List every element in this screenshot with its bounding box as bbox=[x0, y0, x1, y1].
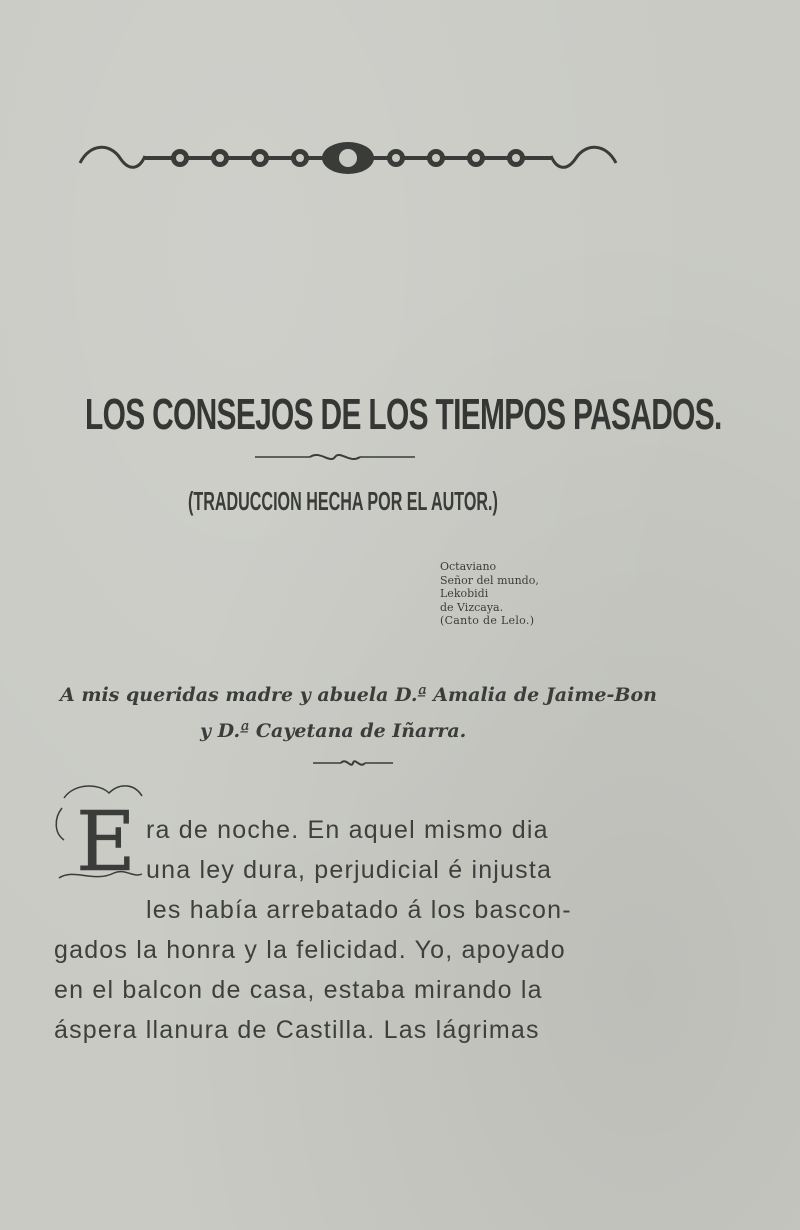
body-line: una ley dura, perjudicial é injusta bbox=[146, 856, 553, 884]
epigraph-line: Señor del mundo, bbox=[440, 573, 539, 587]
ornamental-headpiece bbox=[70, 128, 626, 188]
epigraph-line: de Vizcaya. bbox=[440, 600, 504, 614]
drop-cap-letter: E bbox=[76, 795, 136, 886]
title-divider bbox=[255, 450, 415, 464]
epigraph-source: (Canto de Lelo.) bbox=[440, 614, 535, 627]
epigraph-line: Lekobidi bbox=[440, 587, 489, 600]
body-line: en el balcon de casa, estaba mirando la bbox=[54, 976, 543, 1004]
body-line: les había arrebatado á los bascon- bbox=[146, 896, 572, 924]
body-line: ra de noche. En aquel mismo dia bbox=[146, 816, 549, 844]
chapter-title: LOS CONSEJOS DE LOS TIEMPOS PASADOS. bbox=[85, 390, 722, 439]
subtitle: (TRADUCCION HECHA POR EL AUTOR.) bbox=[188, 486, 498, 516]
dedication-line-2: y D.ª Cayetana de Iñarra. bbox=[200, 720, 467, 742]
body-text bbox=[54, 810, 626, 1050]
section-divider bbox=[313, 757, 393, 769]
epigraph-line: Octaviano bbox=[440, 560, 497, 573]
dedication-line-1: A mis queridas madre y abuela D.ª Amalia de Jaime-Bon bbox=[60, 684, 657, 706]
body-line: gados la honra y la felicidad. Yo, apoyado bbox=[54, 936, 566, 964]
epigraph bbox=[440, 560, 640, 628]
dedication bbox=[60, 677, 760, 749]
body-line: áspera llanura de Castilla. Las lágrimas bbox=[54, 1016, 540, 1044]
